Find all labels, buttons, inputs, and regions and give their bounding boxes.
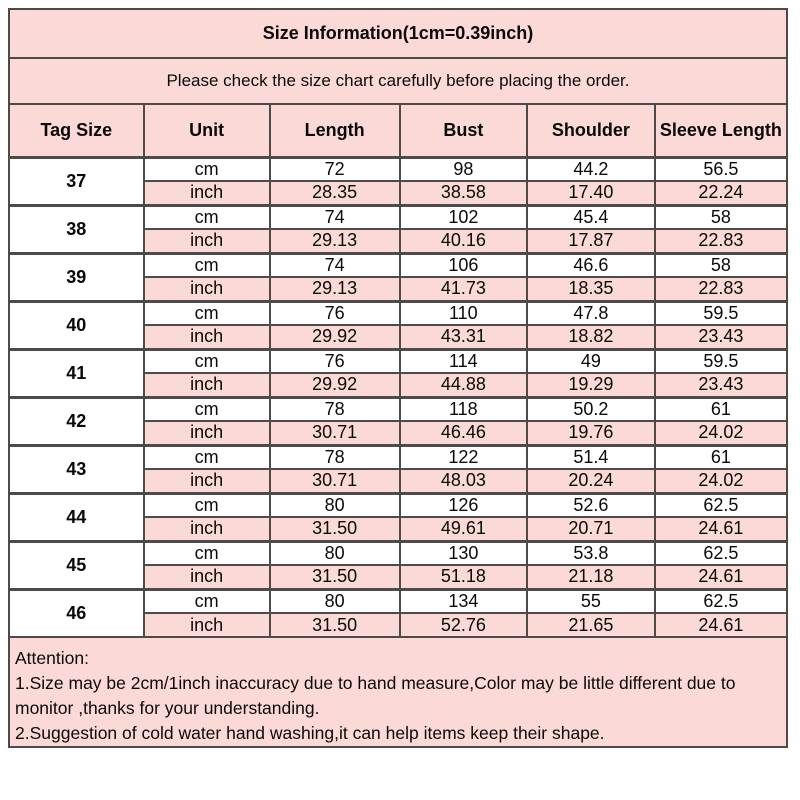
inch-value-cell: 19.76: [527, 421, 655, 445]
inch-value-cell: 30.71: [270, 421, 400, 445]
inch-value-cell: 22.24: [655, 181, 787, 205]
size-table: [8, 103, 788, 638]
size-table-header: [9, 104, 787, 157]
inch-value-cell: 24.61: [655, 517, 787, 541]
cm-value-cell: 80: [270, 493, 400, 517]
cm-value-cell: 61: [655, 397, 787, 421]
inch-value-cell: 29.13: [270, 277, 400, 301]
inch-value-cell: 21.65: [527, 613, 655, 637]
tag-size-cell: 39: [9, 253, 144, 301]
cm-value-cell: 76: [270, 301, 400, 325]
inch-value-cell: 46.46: [400, 421, 528, 445]
inch-unit-cell: inch: [144, 613, 270, 637]
size-table-body: [9, 157, 787, 637]
size-row-cm: [9, 397, 787, 421]
cm-value-cell: 134: [400, 589, 528, 613]
size-row-cm: [9, 157, 787, 181]
column-header-sleeve-length: Sleeve Length: [655, 104, 787, 157]
inch-unit-cell: inch: [144, 373, 270, 397]
cm-value-cell: 49: [527, 349, 655, 373]
tag-size-cell: 40: [9, 301, 144, 349]
inch-value-cell: 28.35: [270, 181, 400, 205]
cm-value-cell: 61: [655, 445, 787, 469]
inch-value-cell: 17.87: [527, 229, 655, 253]
inch-unit-cell: inch: [144, 325, 270, 349]
cm-value-cell: 62.5: [655, 589, 787, 613]
inch-value-cell: 22.83: [655, 229, 787, 253]
subtitle-text: Please check the size chart carefully before placing the order.: [166, 71, 630, 90]
inch-value-cell: 24.02: [655, 421, 787, 445]
inch-value-cell: 30.71: [270, 469, 400, 493]
cm-unit-cell: cm: [144, 253, 270, 277]
cm-value-cell: 53.8: [527, 541, 655, 565]
cm-unit-cell: cm: [144, 589, 270, 613]
inch-value-cell: 48.03: [400, 469, 528, 493]
tag-size-cell: 37: [9, 157, 144, 205]
cm-unit-cell: cm: [144, 493, 270, 517]
tag-size-cell: 41: [9, 349, 144, 397]
column-header-shoulder: Shoulder: [527, 104, 655, 157]
inch-unit-cell: inch: [144, 229, 270, 253]
inch-value-cell: 43.31: [400, 325, 528, 349]
cm-value-cell: 47.8: [527, 301, 655, 325]
inch-value-cell: 23.43: [655, 325, 787, 349]
cm-value-cell: 51.4: [527, 445, 655, 469]
cm-value-cell: 114: [400, 349, 528, 373]
inch-value-cell: 18.35: [527, 277, 655, 301]
inch-value-cell: 51.18: [400, 565, 528, 589]
size-row-cm: [9, 205, 787, 229]
cm-value-cell: 130: [400, 541, 528, 565]
column-header-unit: Unit: [144, 104, 270, 157]
cm-value-cell: 118: [400, 397, 528, 421]
attention-line-1: 1.Size may be 2cm/1inch inaccuracy due to hand measure,Color may be little different due to monitor ,thanks for your understanding.: [15, 673, 736, 719]
cm-value-cell: 106: [400, 253, 528, 277]
header-row: [9, 104, 787, 157]
inch-unit-cell: inch: [144, 181, 270, 205]
inch-value-cell: 24.02: [655, 469, 787, 493]
inch-value-cell: 18.82: [527, 325, 655, 349]
cm-value-cell: 62.5: [655, 541, 787, 565]
size-row-cm: [9, 493, 787, 517]
inch-unit-cell: inch: [144, 421, 270, 445]
inch-value-cell: 19.29: [527, 373, 655, 397]
cm-unit-cell: cm: [144, 301, 270, 325]
tag-size-cell: 38: [9, 205, 144, 253]
cm-value-cell: 50.2: [527, 397, 655, 421]
cm-unit-cell: cm: [144, 397, 270, 421]
cm-value-cell: 55: [527, 589, 655, 613]
inch-value-cell: 17.40: [527, 181, 655, 205]
size-row-cm: [9, 541, 787, 565]
inch-value-cell: 49.61: [400, 517, 528, 541]
column-header-length: Length: [270, 104, 400, 157]
cm-value-cell: 62.5: [655, 493, 787, 517]
page-title: Size Information(1cm=0.39inch): [262, 23, 534, 43]
inch-value-cell: 22.83: [655, 277, 787, 301]
cm-value-cell: 76: [270, 349, 400, 373]
cm-unit-cell: cm: [144, 349, 270, 373]
subtitle-bar: [8, 57, 788, 105]
inch-unit-cell: inch: [144, 517, 270, 541]
cm-value-cell: 45.4: [527, 205, 655, 229]
inch-value-cell: 20.71: [527, 517, 655, 541]
cm-value-cell: 80: [270, 541, 400, 565]
cm-value-cell: 98: [400, 157, 528, 181]
column-header-bust: Bust: [400, 104, 528, 157]
inch-value-cell: 23.43: [655, 373, 787, 397]
inch-value-cell: 20.24: [527, 469, 655, 493]
cm-value-cell: 59.5: [655, 301, 787, 325]
attention-box: [8, 636, 788, 748]
size-row-cm: [9, 301, 787, 325]
cm-value-cell: 78: [270, 445, 400, 469]
cm-value-cell: 58: [655, 205, 787, 229]
cm-value-cell: 74: [270, 205, 400, 229]
title-bar: [8, 8, 788, 59]
tag-size-cell: 45: [9, 541, 144, 589]
cm-unit-cell: cm: [144, 541, 270, 565]
cm-unit-cell: cm: [144, 205, 270, 229]
inch-unit-cell: inch: [144, 277, 270, 301]
inch-value-cell: 41.73: [400, 277, 528, 301]
attention-line-2: 2.Suggestion of cold water hand washing,it can help items keep their shape.: [15, 723, 605, 744]
inch-value-cell: 29.13: [270, 229, 400, 253]
inch-value-cell: 31.50: [270, 565, 400, 589]
cm-value-cell: 46.6: [527, 253, 655, 277]
inch-value-cell: 40.16: [400, 229, 528, 253]
inch-unit-cell: inch: [144, 565, 270, 589]
cm-value-cell: 44.2: [527, 157, 655, 181]
cm-unit-cell: cm: [144, 157, 270, 181]
cm-value-cell: 74: [270, 253, 400, 277]
inch-value-cell: 31.50: [270, 613, 400, 637]
cm-value-cell: 59.5: [655, 349, 787, 373]
inch-value-cell: 38.58: [400, 181, 528, 205]
size-row-cm: [9, 253, 787, 277]
inch-value-cell: 52.76: [400, 613, 528, 637]
inch-value-cell: 31.50: [270, 517, 400, 541]
cm-value-cell: 102: [400, 205, 528, 229]
size-row-cm: [9, 589, 787, 613]
cm-value-cell: 80: [270, 589, 400, 613]
cm-value-cell: 56.5: [655, 157, 787, 181]
inch-value-cell: 24.61: [655, 613, 787, 637]
cm-value-cell: 78: [270, 397, 400, 421]
size-row-cm: [9, 349, 787, 373]
cm-unit-cell: cm: [144, 445, 270, 469]
tag-size-cell: 42: [9, 397, 144, 445]
tag-size-cell: 46: [9, 589, 144, 637]
inch-value-cell: 44.88: [400, 373, 528, 397]
inch-value-cell: 29.92: [270, 325, 400, 349]
cm-value-cell: 52.6: [527, 493, 655, 517]
inch-value-cell: 21.18: [527, 565, 655, 589]
inch-value-cell: 24.61: [655, 565, 787, 589]
cm-value-cell: 126: [400, 493, 528, 517]
cm-value-cell: 72: [270, 157, 400, 181]
cm-value-cell: 110: [400, 301, 528, 325]
cm-value-cell: 122: [400, 445, 528, 469]
tag-size-cell: 44: [9, 493, 144, 541]
inch-unit-cell: inch: [144, 469, 270, 493]
column-header-tag-size: Tag Size: [9, 104, 144, 157]
attention-heading: Attention:: [15, 648, 89, 668]
size-row-cm: [9, 445, 787, 469]
inch-value-cell: 29.92: [270, 373, 400, 397]
tag-size-cell: 43: [9, 445, 144, 493]
cm-value-cell: 58: [655, 253, 787, 277]
